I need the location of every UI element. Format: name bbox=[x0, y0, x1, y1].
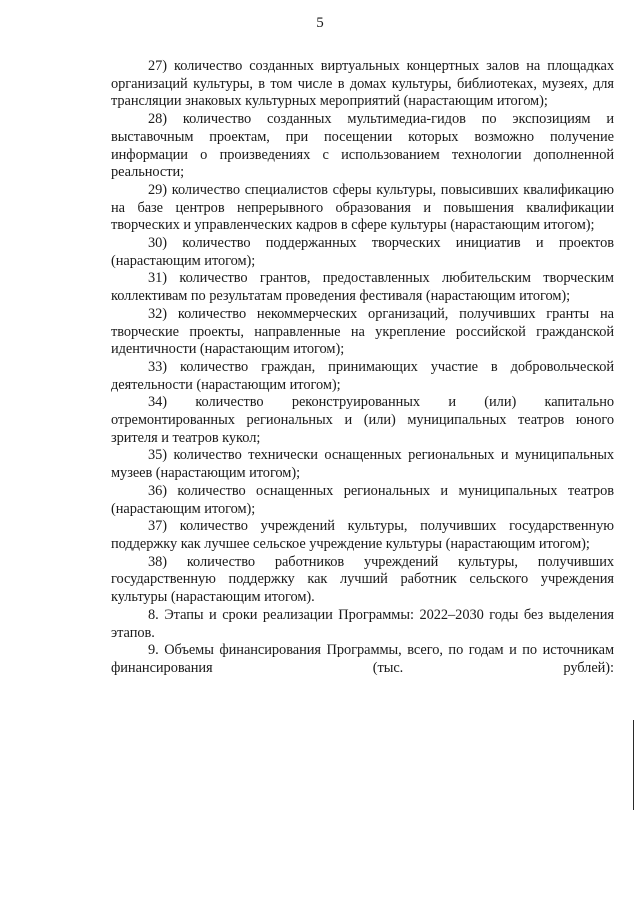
list-item-34: 34) количество реконструированных и (или) капитально отремонтированных региональных и (или) муниципальных театров юного зрителя и театров кукол; bbox=[111, 394, 614, 446]
scan-edge-line bbox=[633, 720, 634, 810]
section-9-financing: 9. Объемы финансирования Программы, всего, по годам и по источникам финансирования (тыс. рублей): bbox=[111, 642, 614, 676]
list-item-30: 30) количество поддержанных творческих инициатив и проектов (нарастающим итогом); bbox=[111, 235, 614, 269]
list-item-36: 36) количество оснащенных региональных и муниципальных театров (нарастающим итогом); bbox=[111, 482, 614, 517]
page-number: 5 bbox=[316, 15, 324, 31]
list-item-29: 29) количество специалистов сферы культуры, повысивших квалификацию на базе центров непрерывного образования и повышения квалификации творческих и управленческих кадров в сфере культуры (нарастающим итогом); bbox=[111, 181, 614, 234]
list-item-38: 38) количество работников учреждений культуры, получивших государственную поддержку как лучший работник сельского учреждения культуры (нарастающим итогом). bbox=[111, 553, 614, 606]
list-item-27: 27) количество созданных виртуальных концертных залов на площадках организаций культуры, в том числе в домах культуры, библиотеках, музеях, для трансляции знаковых культурных мероприятий (нарастающим итогом); bbox=[111, 58, 614, 110]
list-item-31: 31) количество грантов, предоставленных любительским творческим коллективам по результатам проведения фестиваля (нарастающим итогом); bbox=[111, 270, 614, 305]
list-item-28: 28) количество созданных мультимедиа-гидов по экспозициям и выставочным проектам, при посещении которых возможно получение информации о произведениях с использованием технологии дополненной реальности; bbox=[111, 111, 614, 181]
section-8-stages: 8. Этапы и сроки реализации Программы: 2022–2030 годы без выделения этапов. bbox=[111, 606, 614, 641]
list-item-37: 37) количество учреждений культуры, получивших государственную поддержку как лучшее сельское учреждение культуры (нарастающим итогом); bbox=[111, 518, 614, 552]
list-item-33: 33) количество граждан, принимающих участие в добровольческой деятельности (нарастающим итогом); bbox=[111, 358, 614, 393]
list-item-35: 35) количество технически оснащенных региональных и муниципальных музеев (нарастающим итогом); bbox=[111, 447, 614, 482]
document-body bbox=[111, 58, 614, 678]
list-item-32: 32) количество некоммерческих организаций, получивших гранты на творческие проекты, направленные на укрепление российской гражданской идентичности (нарастающим итогом); bbox=[111, 305, 614, 358]
